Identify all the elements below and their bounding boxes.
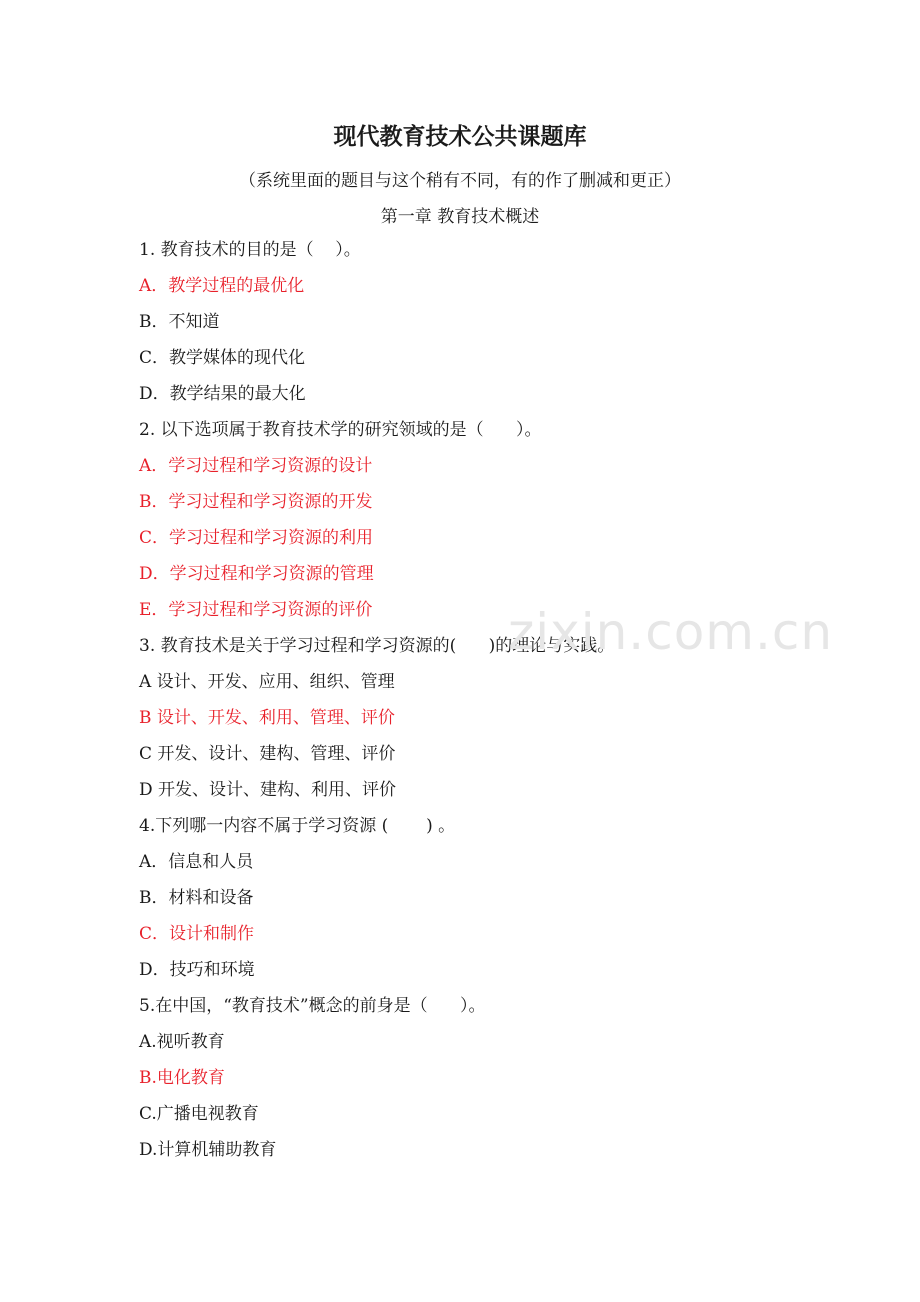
option-3d: D 开发、设计、建构、利用、评价 xyxy=(139,780,397,800)
option-4d: D．技巧和环境 xyxy=(139,960,255,980)
question-1: 1. 教育技术的目的是（ ）。 xyxy=(139,240,361,260)
watermark: zixin.com.cn xyxy=(508,603,834,661)
document-title: 现代教育技术公共课题库 xyxy=(333,124,587,150)
question-4: 4.下列哪一内容不属于学习资源 ( ) 。 xyxy=(139,816,456,836)
option-2d: D．学习过程和学习资源的管理 xyxy=(139,564,374,584)
option-1b: B．不知道 xyxy=(139,312,220,332)
option-5d: D.计算机辅助教育 xyxy=(139,1140,277,1160)
option-1a: A．教学过程的最优化 xyxy=(139,276,305,296)
option-2c: C．学习过程和学习资源的利用 xyxy=(139,528,374,548)
question-2: 2. 以下选项属于教育技术学的研究领域的是（ ）。 xyxy=(139,420,542,440)
option-3b: B 设计、开发、利用、管理、评价 xyxy=(139,708,395,728)
question-5: 5.在中国，“教育技术”概念的前身是（ ）。 xyxy=(139,996,486,1016)
option-5a: A.视听教育 xyxy=(139,1032,225,1052)
option-2e: E．学习过程和学习资源的评价 xyxy=(139,600,373,620)
question-3: 3. 教育技术是关于学习过程和学习资源的( )的理论与实践。 xyxy=(139,636,615,656)
option-5c: C.广播电视教育 xyxy=(139,1104,259,1124)
document-subtitle: （系统里面的题目与这个稍有不同，有的作了删减和更正） xyxy=(239,171,681,191)
chapter-heading: 第一章 教育技术概述 xyxy=(380,207,540,227)
option-4a: A．信息和人员 xyxy=(139,852,254,872)
option-1d: D．教学结果的最大化 xyxy=(139,384,306,404)
option-3a: A 设计、开发、应用、组织、管理 xyxy=(139,672,395,692)
option-2a: A．学习过程和学习资源的设计 xyxy=(139,456,373,476)
option-4b: B．材料和设备 xyxy=(139,888,254,908)
question-list xyxy=(139,232,839,1168)
option-1c: C．教学媒体的现代化 xyxy=(139,348,306,368)
option-3c: C 开发、设计、建构、管理、评价 xyxy=(139,744,396,764)
option-5b: B.电化教育 xyxy=(139,1068,225,1088)
option-2b: B．学习过程和学习资源的开发 xyxy=(139,492,373,512)
option-4c: C．设计和制作 xyxy=(139,924,255,944)
